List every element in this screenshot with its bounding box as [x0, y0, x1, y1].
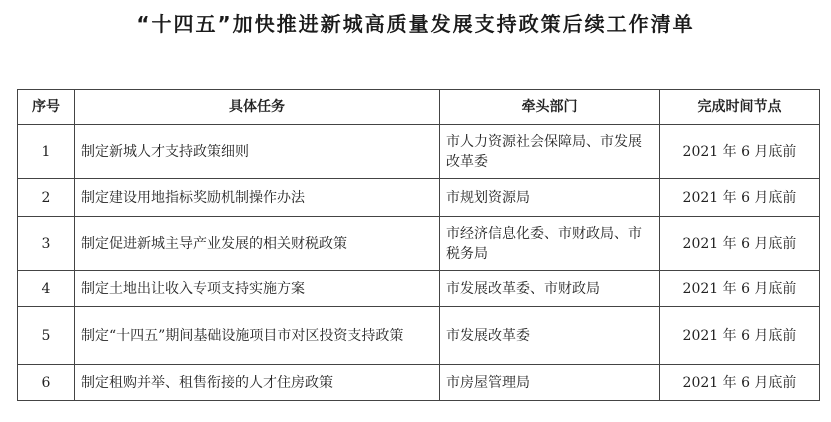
- row-task: 制定“十四五”期间基础设施项目市对区投资支持政策: [75, 307, 440, 365]
- row-task: 制定新城人才支持政策细则: [75, 125, 440, 179]
- row-department: 市规划资源局: [440, 179, 660, 217]
- row-task: 制定建设用地指标奖励机制操作办法: [75, 179, 440, 217]
- header-deadline: 完成时间节点: [660, 90, 820, 125]
- row-number: 1: [18, 125, 75, 179]
- row-deadline: 2021 年 6 月底前: [660, 307, 820, 365]
- work-list-table: [17, 89, 820, 401]
- row-department: 市经济信息化委、市财政局、市税务局: [440, 217, 660, 271]
- row-number: 4: [18, 271, 75, 307]
- row-task: 制定租购并举、租售衔接的人才住房政策: [75, 365, 440, 401]
- table-row: [18, 307, 820, 365]
- header-department: 牵头部门: [440, 90, 660, 125]
- table-row: [18, 365, 820, 401]
- row-task: 制定促进新城主导产业发展的相关财税政策: [75, 217, 440, 271]
- header-task: 具体任务: [75, 90, 440, 125]
- row-department: 市发展改革委、市财政局: [440, 271, 660, 307]
- row-deadline: 2021 年 6 月底前: [660, 217, 820, 271]
- row-department: 市房屋管理局: [440, 365, 660, 401]
- row-task: 制定土地出让收入专项支持实施方案: [75, 271, 440, 307]
- row-number: 3: [18, 217, 75, 271]
- row-department: 市人力资源社会保障局、市发展改革委: [440, 125, 660, 179]
- row-deadline: 2021 年 6 月底前: [660, 271, 820, 307]
- row-deadline: 2021 年 6 月底前: [660, 365, 820, 401]
- row-number: 2: [18, 179, 75, 217]
- table-row: [18, 179, 820, 217]
- row-department: 市发展改革委: [440, 307, 660, 365]
- row-number: 6: [18, 365, 75, 401]
- table-row: [18, 217, 820, 271]
- table-row: [18, 125, 820, 179]
- row-number: 5: [18, 307, 75, 365]
- row-deadline: 2021 年 6 月底前: [660, 125, 820, 179]
- table-header-row: [18, 90, 820, 125]
- table-row: [18, 271, 820, 307]
- document-title: “十四五”加快推进新城高质量发展支持政策后续工作清单: [136, 12, 695, 36]
- row-deadline: 2021 年 6 月底前: [660, 179, 820, 217]
- header-number: 序号: [18, 90, 75, 125]
